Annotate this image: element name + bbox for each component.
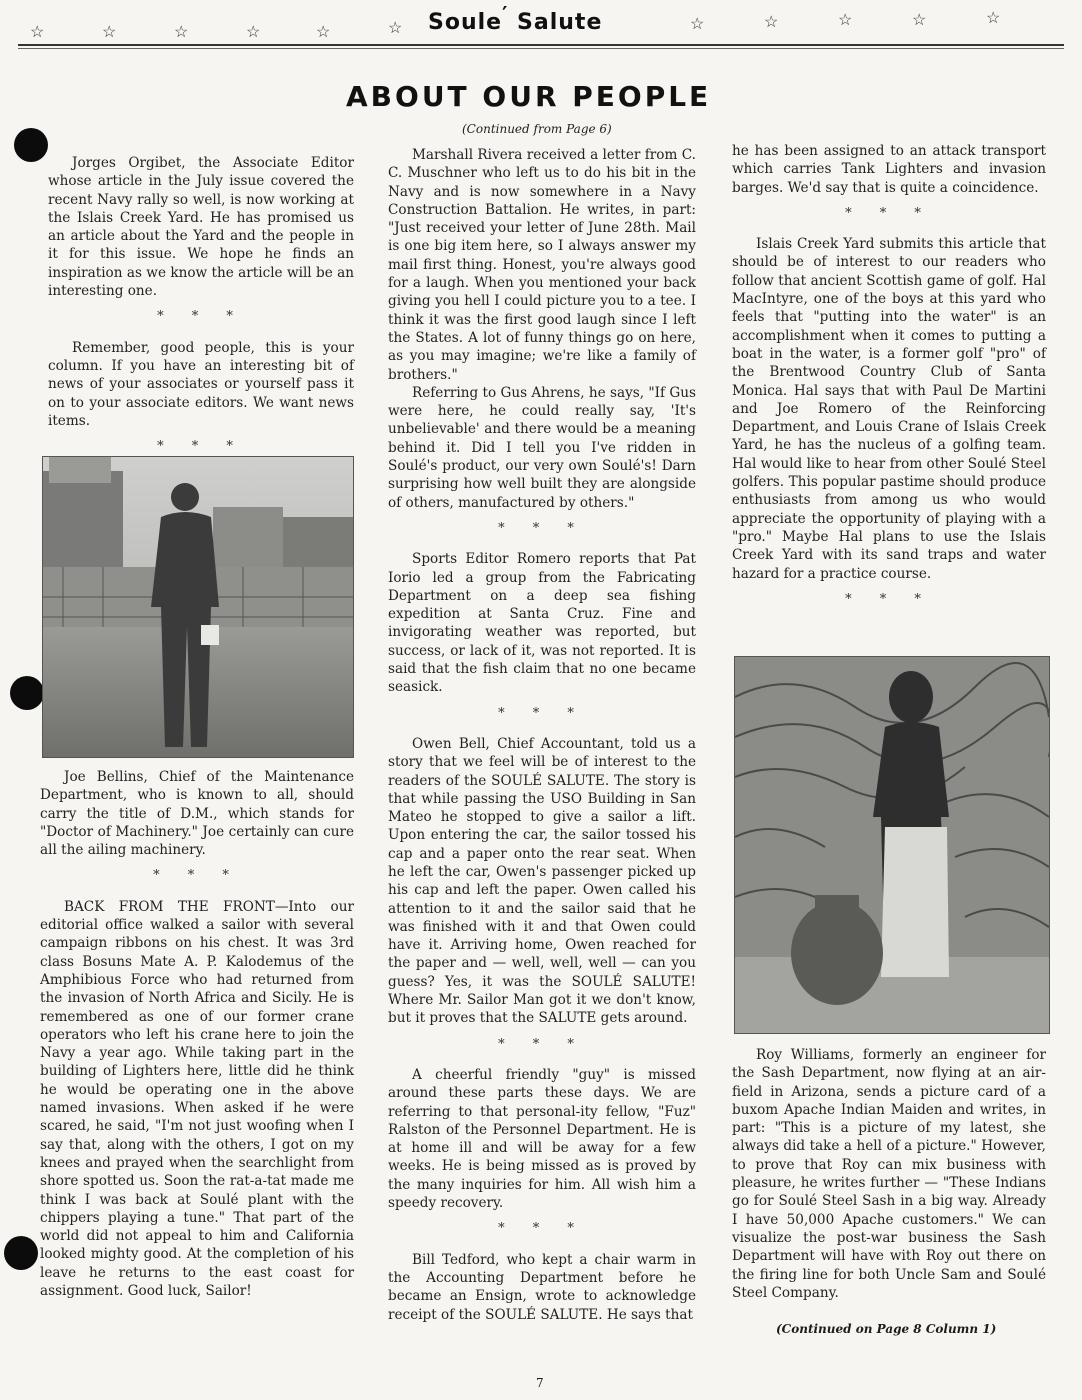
article-paragraph: Bill Tedford, who kept a chair warm in the Accounting Department before he became an Ensign, wrote to acknowledge receipt of the SOULÉ SALUTE. He says that — [388, 1251, 696, 1323]
binder-hole — [10, 676, 44, 710]
star-icon: ☆ — [30, 22, 45, 41]
page-headline: ABOUT OUR PEOPLE — [346, 80, 712, 113]
article-paragraph: Marshall Rivera received a letter from C. C. Muschner who left us to do his bit in the Navy and is now somewhere in a Navy Construction Battalion. He writes, in part: "Just received your letter of June 28th. Mail is one big item here, so I always answer my mail first thing. Honest, you're always good for a laugh. When you mentioned your back giving you hell I could picture you to a tee. I think it was the first good laugh since I left the States. A lot of funny things go on here, as you may imagine; we're like a family of brothers." — [388, 147, 696, 383]
joe-bellins-photo — [42, 456, 354, 758]
masthead-title — [428, 2, 603, 35]
star-icon: ☆ — [986, 8, 1001, 27]
article-paragraph: Remember, good people, this is your column. If you have an interesting bit of news of your associates or yourself pass it on to your associate editors. We want news items. — [48, 339, 354, 429]
apache-maiden-photo — [734, 656, 1050, 1034]
star-icon: ☆ — [174, 22, 189, 41]
section-separator: * * * — [845, 591, 933, 607]
star-icon: ☆ — [316, 22, 331, 41]
star-icon: ☆ — [838, 10, 853, 29]
photo-caption: Joe Bellins, Chief of the Maintenance Department, who is known to all, should carry the title of D.M., which stands for "Doctor of Machinery." Joe certainly can cure all the ailing machinery. — [40, 769, 354, 859]
star-icon: ☆ — [102, 22, 117, 41]
article-paragraph: he has been assigned to an attack transport which carries Tank Lighters and invasion barges. We'd say that is quite a coincidence. — [732, 143, 1046, 196]
column-1-lower — [40, 768, 354, 1300]
star-icon: ☆ — [246, 22, 261, 41]
article-paragraph: Jorges Orgibet, the Associate Editor whose article in the July issue covered the recent Navy rally so well, is now working at the Islais Creek Yard. He has promised us an article about the Yard and the people in it for this issue. We hope he finds an inspiration as we know the article will be an interesting one. — [48, 155, 354, 300]
photo-illustration — [735, 657, 1049, 1033]
star-icon: ☆ — [690, 14, 705, 33]
article-paragraph: Islais Creek Yard submits this article that should be of interest to our readers who follow that ancient Scottish game of golf. Hal MacIntyre, one of the boys at this yard who feels that "putting into the water" is an accomplishment when it comes to putting a boat in the water, is a former golf "pro" of the Brentwood Country Club of Santa Monica. Hal says that with Paul De Martini and Joe Romero of the Reinforcing Department, and Louis Crane of Islais Creek Yard, he has the nucleus of a golfing team. Hal would like to hear from other Soulé Steel golfers. This popular pastime should produce enthusiasts from among us who would appreciate the opportunity of playing with a "pro." Maybe Hal plans to use the Islais Creek Yard with its sand traps and water hazard for a practice course. — [732, 236, 1046, 582]
binder-hole — [4, 1236, 38, 1270]
section-separator: * * * — [153, 868, 241, 884]
column-1 — [48, 154, 354, 468]
section-separator: * * * — [498, 520, 586, 536]
article-paragraph: BACK FROM THE FRONT—Into our editorial office walked a sailor with several campaign ribbons on his chest. It was 3rd class Bosuns Mate A. P. Kalodemus of the Amphibious Force who had returned from the invasion of North Africa and Sicily. He is remembered as one of our former crane operators who left his crane here to join the Navy a year ago. While taking part in the building of Lighters here, little did he think he would be operating one in the above named invasions. When asked if he were scared, he said, "I'm not just woofing when I say that, along with the others, I got on my knees and prayed when the searchlight from shore spotted us. Soon the rat-a-tat made me think I was back at Soulé plant with the chippers playing a tune." That part of the world did not appeal to him and California looked mighty good. At the completion of his leave he returns to the east coast for assignment. Good luck, Sailor! — [40, 898, 354, 1300]
page-number: 7 — [536, 1376, 544, 1390]
article-paragraph: Owen Bell, Chief Accountant, told us a story that we feel will be of interest to the readers of the SOULÉ SALUTE. The story is that while passing the USO Building in San Mateo he stopped to give a sailor a lift. Upon entering the car, the sailor tossed his cap and a paper onto the rear seat. When he left the car, Owen's passenger picked up his cap and left the paper. Owen called his attention to it and the sailor said that he was finished with it and that Owen could have it. Arriving home, Owen reached for the paper and — well, well, well — can you guess? Yes, it was the SOULÉ SALUTE! Where Mr. Sailor Man got it we don't know, but it proves that the SALUTE gets around. — [388, 735, 696, 1027]
star-icon: ☆ — [912, 10, 927, 29]
column-3 — [732, 142, 1046, 621]
column-3-lower — [732, 1046, 1046, 1302]
section-separator: * * * — [157, 439, 245, 455]
masthead-title-part1: Soule — [428, 10, 503, 35]
article-paragraph: Roy Williams, formerly an engineer for the Sash Department, now flying at an air-field in Arizona, sends a picture card of a buxom Apache Indian Maiden and writes, in part: "This is a picture of my latest, she always did take a hell of a picture." However, to prove that Roy can mix business with pleasure, he writes further — "These Indians go for Soulé Steel Sash in a big way. Already I have 50,000 Apache customers." We can visualize the post-war business the Sash Department will have with Roy out there on the firing line for both Uncle Sam and Soulé Steel Company. — [732, 1047, 1046, 1301]
article-paragraph: A cheerful friendly "guy" is missed around these parts these days. We are referring to that personal-ity fellow, "Fuz" Ralston of the Personnel Department. He is at home ill and will be away for a few weeks. He is being missed as is proved by the many inquiries for him. All wish him a speedy recovery. — [388, 1066, 696, 1212]
article-paragraph: Referring to Gus Ahrens, he says, "If Gus were here, he could really say, 'It's unbelievable' and there would be a meaning behind it. Did I tell you I've ridden in Soulé's product, our very own Soulé's! Darn surprising how well built they are alongside of others, manufactured by others." — [388, 384, 696, 511]
binder-hole — [14, 128, 48, 162]
section-separator: * * * — [498, 1221, 586, 1237]
section-separator: * * * — [157, 309, 245, 325]
section-separator: * * * — [845, 205, 933, 221]
continued-on-note: (Continued on Page 8 Column 1) — [776, 1322, 997, 1336]
continued-from-note: (Continued from Page 6) — [462, 122, 612, 136]
article-paragraph: Sports Editor Romero reports that Pat Iorio led a group from the Fabricating Department on a deep sea fishing expedition at Santa Cruz. Fine and invigorating weather was reported, but success, or lack of it, was not reported. It is said that the fish claim that no one became seasick. — [388, 551, 696, 696]
star-icon: ☆ — [764, 12, 779, 31]
masthead — [0, 0, 1082, 48]
masthead-rule — [18, 44, 1064, 49]
masthead-title-accent: ′ — [502, 2, 509, 26]
column-2 — [388, 146, 696, 1324]
masthead-title-part2: Salute — [508, 10, 603, 35]
section-separator: * * * — [498, 1036, 586, 1052]
photo-illustration — [43, 457, 353, 757]
section-separator: * * * — [498, 705, 586, 721]
star-icon: ☆ — [388, 18, 403, 37]
